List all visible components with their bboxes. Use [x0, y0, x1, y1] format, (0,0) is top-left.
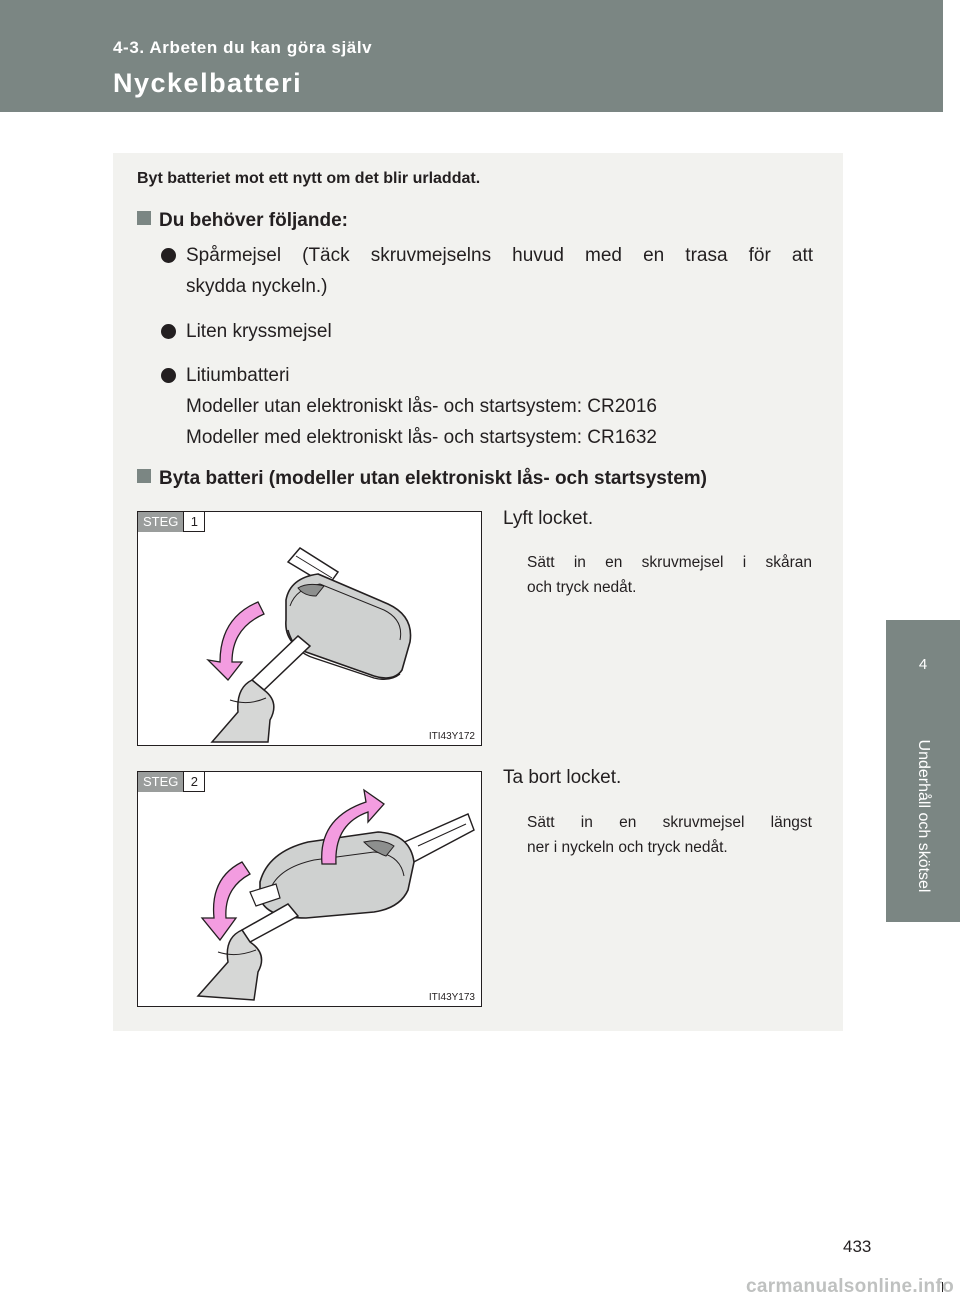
step2-description	[527, 810, 812, 860]
chapter-number: 4	[918, 656, 928, 673]
step1-description-line: Sätt in en skruvmejsel i skåran	[527, 554, 812, 571]
needs-heading	[137, 210, 348, 232]
step2-description-line: Sätt in en skruvmejsel längst	[527, 814, 812, 831]
list-item-text: Modeller med elektroniskt lås- och startsystem: CR1632	[186, 427, 657, 448]
step-badge-number: 1	[183, 512, 205, 532]
list-item-text: Litiumbatteri	[186, 365, 290, 386]
bullet-icon	[161, 368, 176, 383]
figure-code: ITI43Y173	[428, 992, 475, 1003]
list-item	[161, 360, 813, 453]
step1-description	[527, 550, 812, 600]
step1-figure	[137, 511, 482, 746]
list-item-text: skydda nyckeln.)	[186, 276, 328, 297]
chapter-tab-number	[886, 620, 960, 710]
list-item	[161, 316, 813, 347]
square-bullet-icon	[137, 211, 151, 225]
intro-text: Byt batteriet mot ett nytt om det blir urladdat.	[137, 170, 481, 187]
step-badge	[138, 772, 205, 792]
square-bullet-icon	[137, 469, 151, 483]
page-number: 433	[843, 1237, 872, 1256]
step-badge-number: 2	[183, 772, 205, 792]
list-item-text: Spårmejsel (Täck skruvmejselns huvud med en trasa för att	[186, 245, 813, 266]
key-illustration	[138, 512, 483, 747]
replace-heading-text: Byta batteri (modeller utan elektroniskt lås- och startsystem)	[159, 468, 707, 489]
step-badge-label: STEG	[138, 772, 183, 792]
list-item-text: Liten kryssmejsel	[186, 321, 332, 342]
page-title: Nyckelbatteri	[113, 68, 303, 98]
step-badge-label: STEG	[138, 512, 183, 532]
needs-heading-text: Du behöver följande:	[159, 210, 348, 231]
list-item-text: Modeller utan elektroniskt lås- och startsystem: CR2016	[186, 396, 657, 417]
figure-code: ITI43Y172	[428, 731, 475, 742]
section-label: 4-3. Arbeten du kan göra själv	[113, 38, 373, 57]
step1-title: Lyft locket.	[503, 508, 594, 529]
watermark: carmanualsonline.info	[746, 1276, 954, 1297]
step-badge	[138, 512, 205, 532]
bullet-icon	[161, 248, 176, 263]
bullet-icon	[161, 324, 176, 339]
step2-figure	[137, 771, 482, 1007]
replace-heading	[137, 468, 707, 490]
list-item	[161, 240, 813, 302]
step1-description-line: och tryck nedåt.	[527, 579, 637, 596]
key-illustration	[138, 772, 483, 1008]
step2-description-line: ner i nyckeln och tryck nedåt.	[527, 839, 728, 856]
page-header	[0, 0, 943, 112]
chapter-tab	[886, 710, 960, 922]
step2-title: Ta bort locket.	[503, 767, 622, 788]
chapter-label: Underhåll och skötsel	[915, 739, 932, 893]
